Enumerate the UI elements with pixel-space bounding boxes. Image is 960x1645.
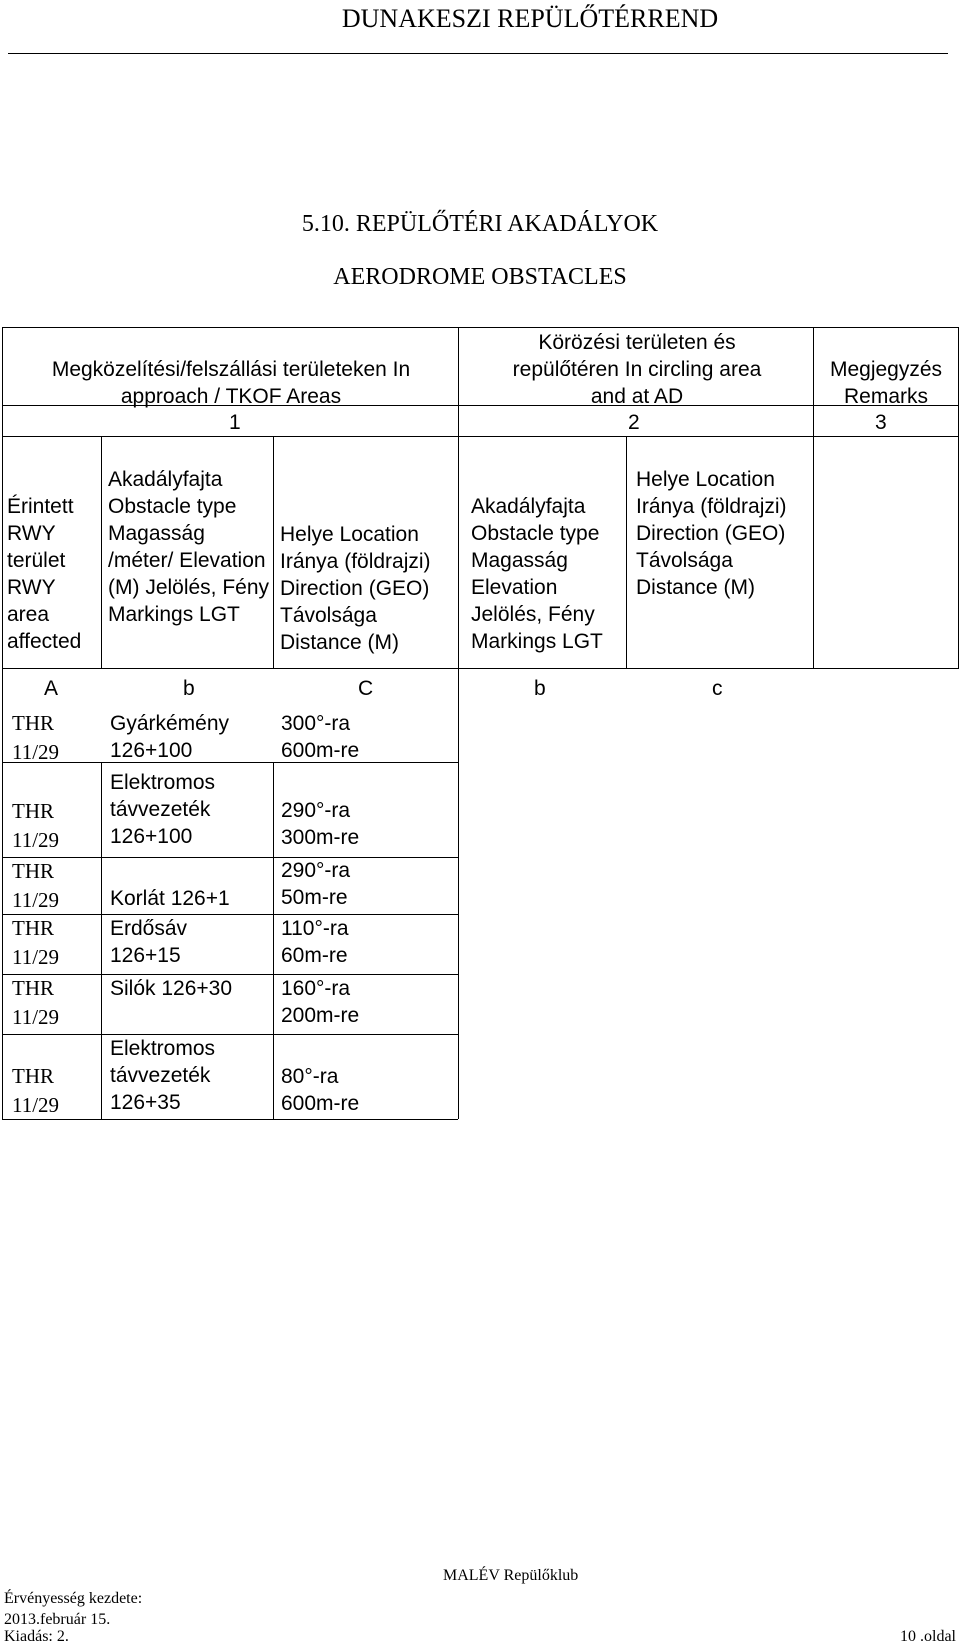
- table-rule: [2, 436, 959, 437]
- location-cell: 80°-ra 600m-re: [281, 1065, 360, 1115]
- footer-validity-date: 2013.február 15.: [4, 1611, 111, 1628]
- col-header-location: Helye Location Iránya (földrajzi) Direction (GEO) Távolsága Distance (M): [280, 523, 431, 654]
- table-rule: [273, 762, 274, 1119]
- rwy-cell: THR 11/29: [12, 711, 60, 764]
- col-letter: C: [358, 677, 374, 700]
- col-header-location-ad: Helye Location Iránya (földrajzi) Direction (GEO) Távolsága Distance (M): [636, 468, 787, 599]
- table-rule: [458, 327, 459, 1119]
- col-letter: b: [534, 677, 546, 700]
- footer-validity-label: Érvényesség kezdete:: [4, 1590, 143, 1607]
- obstacle-cell: Korlát 126+1: [110, 887, 230, 910]
- rwy-cell: THR 11/29: [12, 1064, 60, 1117]
- group-header-approach: Megközelítési/felszállási területeken In approach / TKOF Areas: [51, 358, 411, 408]
- footer-publisher: MALÉV Repülőklub: [443, 1567, 579, 1584]
- page-header: DUNAKESZI REPÜLŐTÉRREND: [341, 4, 719, 33]
- group-number-3: 3: [875, 411, 887, 434]
- rwy-cell: THR 11/29: [12, 859, 60, 912]
- col-letter: c: [712, 677, 723, 700]
- col-letter: A: [44, 677, 59, 700]
- table-rule: [2, 327, 959, 328]
- location-cell: 160°-ra 200m-re: [281, 977, 360, 1027]
- location-cell: 290°-ra 300m-re: [281, 799, 360, 849]
- rwy-cell: THR 11/29: [12, 916, 60, 969]
- table-rule: [2, 668, 959, 669]
- table-rule: [101, 762, 102, 1119]
- header-rule: [8, 53, 948, 54]
- section-title: 5.10. REPÜLŐTÉRI AKADÁLYOK: [301, 211, 659, 237]
- obstacle-cell: Erdősáv 126+15: [110, 917, 188, 967]
- col-letter: b: [183, 677, 195, 700]
- group-header-circling: Körözési területen és repülőtéren In circling area and at AD: [512, 331, 762, 408]
- group-number-1: 1: [229, 411, 241, 434]
- group-header-remarks: Megjegyzés Remarks: [829, 358, 943, 408]
- group-number-2: 2: [628, 411, 640, 434]
- col-header-rwy: Érintett RWY terület RWY area affected: [7, 495, 82, 653]
- table-rule: [273, 436, 274, 668]
- section-subtitle: AERODROME OBSTACLES: [333, 264, 627, 290]
- footer-page-number: 10 .oldal: [900, 1628, 956, 1645]
- table-rule: [101, 436, 102, 668]
- obstacle-cell: Gyárkémény 126+100: [110, 712, 230, 762]
- rwy-cell: THR 11/29: [12, 976, 60, 1029]
- obstacle-cell: Elektromos távvezeték 126+35: [110, 1037, 216, 1114]
- footer-edition: Kiadás: 2.: [4, 1628, 69, 1645]
- col-header-obstacle-ad: Akadályfajta Obstacle type Magasság Elevation Jelölés, Fény Markings LGT: [471, 495, 603, 653]
- location-cell: 300°-ra 600m-re: [281, 712, 360, 762]
- location-cell: 110°-ra 60m-re: [281, 917, 349, 967]
- obstacle-cell: Elektromos távvezeték 126+100: [110, 771, 216, 848]
- col-header-obstacle: Akadályfajta Obstacle type Magasság /méter/ Elevation (M) Jelölés, Fény Markings LGT: [108, 468, 270, 626]
- obstacle-cell: Silók 126+30: [110, 977, 233, 1000]
- table-rule: [958, 327, 959, 668]
- table-rule: [2, 327, 3, 1119]
- location-cell: 290°-ra 50m-re: [281, 859, 351, 909]
- rwy-cell: THR 11/29: [12, 799, 60, 852]
